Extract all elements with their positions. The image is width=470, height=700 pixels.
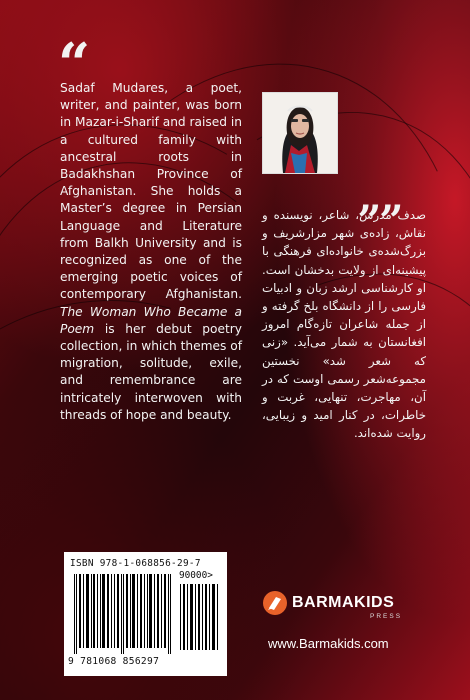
- author-photo: [262, 92, 338, 174]
- price-code: 90000>: [179, 570, 213, 581]
- price-code-digits: 90000: [179, 570, 208, 581]
- english-author-bio: [60, 80, 242, 424]
- isbn-label: ISBN 978-1-068856-29-7: [70, 558, 201, 569]
- closing-quote-mark: „„: [358, 172, 403, 221]
- barmakids-logo-icon: [262, 590, 288, 616]
- publisher-name: BARMAKIDS: [292, 594, 395, 611]
- opening-quote-mark: “: [58, 31, 91, 97]
- publisher-subtitle: PRESS: [370, 613, 403, 620]
- ean13-bars: [74, 574, 178, 654]
- price-addon-bars: [180, 584, 220, 650]
- persian-author-bio: صدف مدرس، شاعر، نویسنده و نقاش، زاده‌ی شهر مزارشریف و بزرگ‌شده‌ی خانواده‌ای فرهنگی با پیشینه‌ای از ولایت بدخشان است. او کارشناسی ارشد زبان و ادبیات فارسی را از دانشگاه بلخ گرفته و از جمله شاعران تازه‌گام امروز افغانستان به شمار می‌آید. «زنی که شعر شد» نخستین مجموعه‌شعر رسمی اوست که در آن، مهاجرت، تنهایی، غربت و خاطرات، در کنار امید و زیبایی، روایت شده‌اند.: [262, 208, 426, 441]
- english-bio-tail: is her debut poetry collection, in which themes of migration, solitude, exile, and remembrance are intricately interwoven with threads of hope and beauty.: [60, 321, 242, 422]
- barcode-number: 9 781068 856297: [68, 656, 160, 667]
- publisher-website[interactable]: www.Barmakids.com: [268, 636, 389, 651]
- publisher-logo: [262, 586, 432, 630]
- book-title-english: The Woman Who Became a Poem: [60, 304, 242, 336]
- isbn-barcode: [64, 552, 227, 676]
- english-bio-lead: Sadaf Mudares, a poet, writer, and painter, was born in Mazar-i-Sharif and raised in a cultured family with ancestral roots in Badakhshan Province of Afghanistan. She holds a Master’s degree in Persian Language and Literature from Balkh University and is recognized as one of the emerging poetic voices of contemporary Afghanistan.: [60, 81, 242, 302]
- author-portrait-image: [263, 93, 337, 173]
